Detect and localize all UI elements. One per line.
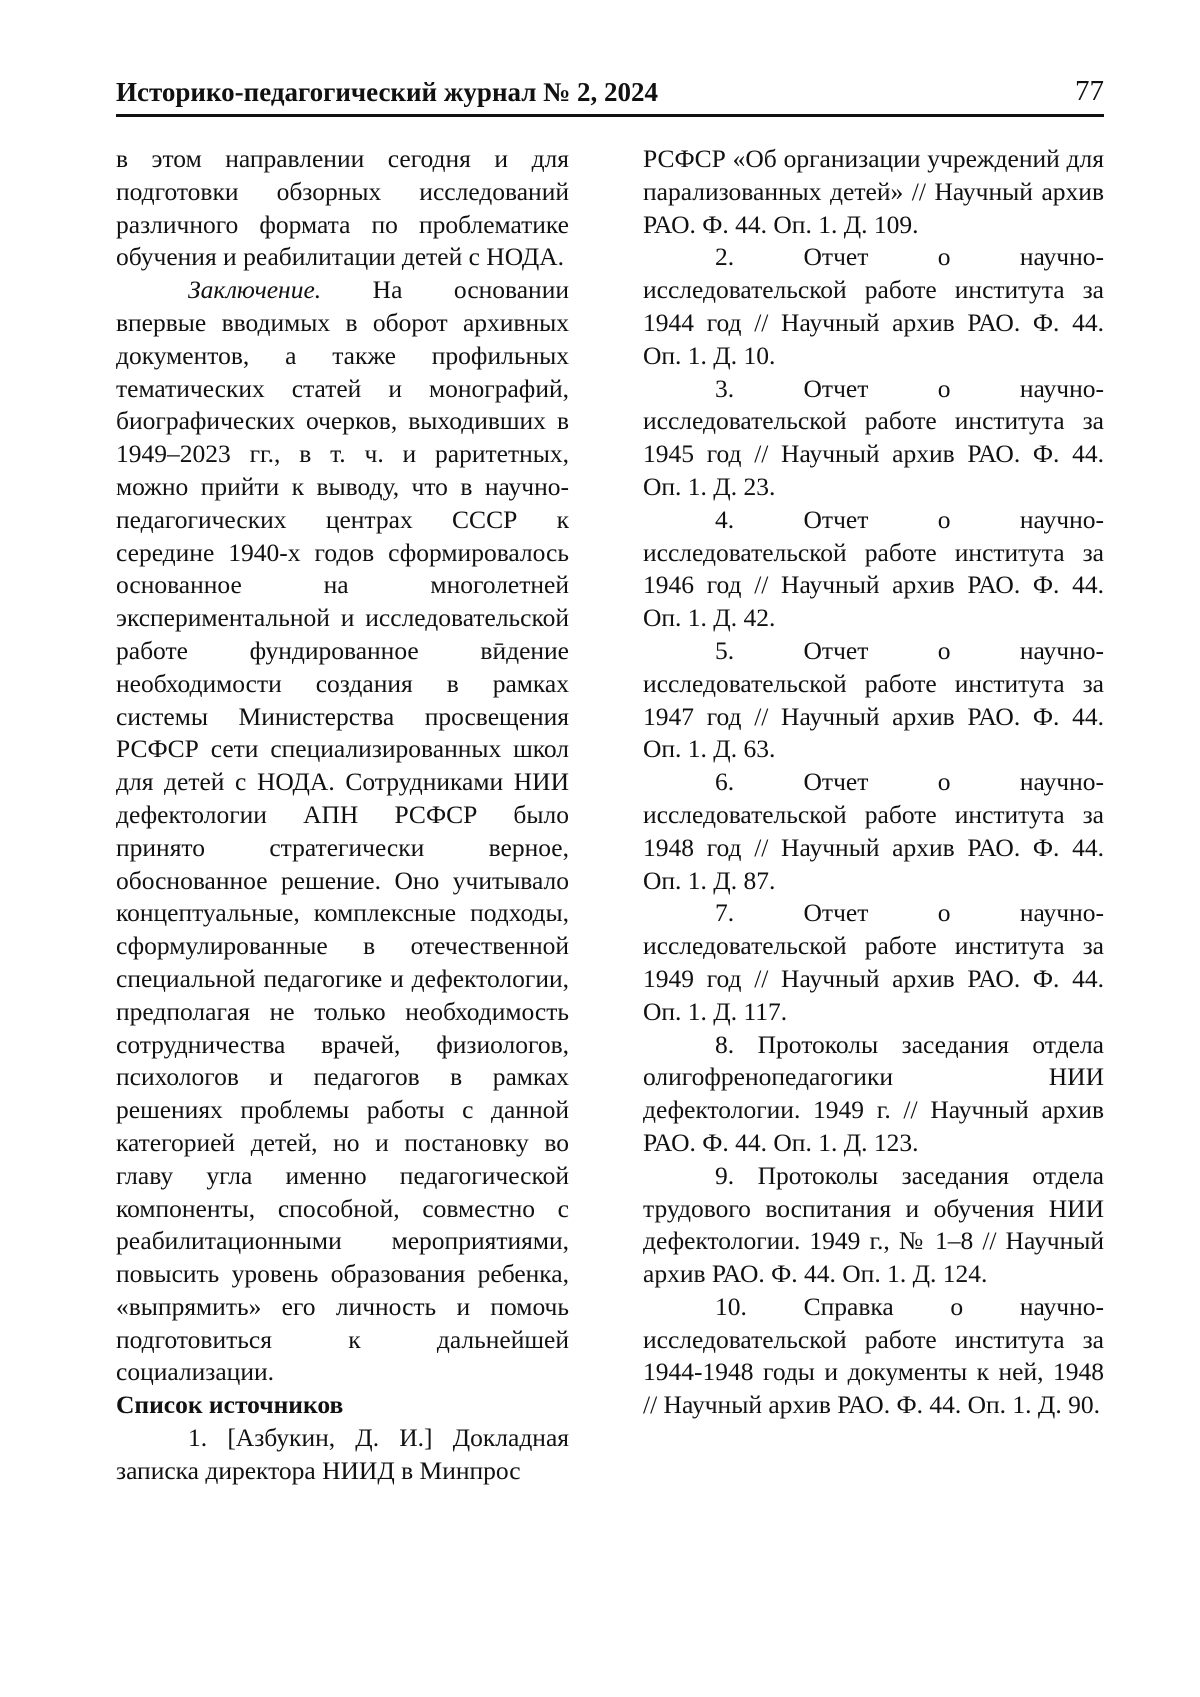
sources-heading: Список источников	[116, 1390, 344, 1420]
source-item-3: 3. Отчет о научно-исследовательской работе института за 1945 год // Научный архив РАО. Ф. 44. Оп. 1. Д. 23.	[643, 373, 1104, 501]
right-column	[643, 143, 1104, 1422]
source-item-10: 10. Справка о научно-исследовательской работе института за 1944-1948 годы и документы к ней, 1948 // Научный архив РАО. Ф. 44. Оп. 1. Д. 90.	[643, 1291, 1104, 1420]
journal-title: Историко-педагогический журнал № 2, 2024	[116, 77, 659, 107]
source-item-2: 2. Отчет о научно-исследовательской работе института за 1944 год // Научный архив РАО. Ф. 44. Оп. 1. Д. 10.	[643, 242, 1104, 370]
paragraph-continuation: в этом направлении сегодня и для подготовки обзорных исследований различного формата по проблематике обучения и реабилитации детей с НОДА.	[116, 144, 569, 272]
running-header	[116, 70, 1104, 117]
source-item-8: 8. Протоколы заседания отдела олигофренопедагогики НИИ дефектологии. 1949 г. // Научный архив РАО. Ф. 44. Оп. 1. Д. 123.	[643, 1029, 1104, 1157]
conclusion-paragraph	[116, 274, 569, 1389]
source-item-5: 5. Отчет о научно-исследовательской работе института за 1947 год // Научный архив РАО. Ф. 44. Оп. 1. Д. 63.	[643, 635, 1104, 764]
source-item-4: 4. Отчет о научно-исследовательской работе института за 1946 год // Научный архив РАО. Ф. 44. Оп. 1. Д. 42.	[643, 504, 1104, 633]
conclusion-text: На основании впервые вводимых в оборот архивных документов, а также профильных тематических статей и монографий, биографических очерков, выходивших в 1949–2023 гг., в т. ч. и раритетных, можно прийти к выводу, что в научно-педагогических центрах СССР к середине 1940-х годов сформировалось основанное на многолетней экспериментальной и исследовательской работе фундированное вӣдение необходимости создания в рамках системы Министерства просвещения РСФСР сети специализированных школ для детей с НОДА. Сотрудниками НИИ дефектологии АПН РСФСР было принято стратегически верное, обоснованное решение. Оно учитывало концептуальные, комплексные подходы, сформулированные в отечественной специальной педагогике и дефектологии, предполагая не только необходимость сотрудничества врачей, физиологов, психологов и педагогов в рамках решениях проблемы работы с данной категорией детей, но и постановку во главу угла именно педагогической компоненты, способной, совместно с реабилитационными мероприятиями, повысить уровень образования ребенка, «выпрямить» его личность и помочь подготовиться к дальнейшей социализации.	[116, 275, 569, 1387]
left-column	[116, 143, 569, 1488]
source-item-6: 6. Отчет о научно-исследовательской работе института за 1948 год // Научный архив РАО. Ф. 44. Оп. 1. Д. 87.	[643, 767, 1104, 895]
source-item-7: 7. Отчет о научно-исследовательской работе института за 1949 год // Научный архив РАО. Ф. 44. Оп. 1. Д. 117.	[643, 898, 1104, 1026]
source-item-1-start: 1. [Азбукин, Д. И.] Докладная записка директора НИИД в Минпрос	[116, 1423, 569, 1485]
source-item-9: 9. Протоколы заседания отдела трудового воспитания и обучения НИИ дефектологии. 1949 г., № 1–8 // Научный архив РАО. Ф. 44. Оп. 1. Д. 124.	[643, 1160, 1104, 1289]
page-number: 77	[1075, 75, 1104, 107]
conclusion-label: Заключение.	[188, 275, 322, 305]
source-item-1-end: РСФСР «Об организации учреждений для парализованных детей» // Научный архив РАО. Ф. 44. Оп. 1. Д. 109.	[643, 144, 1104, 239]
